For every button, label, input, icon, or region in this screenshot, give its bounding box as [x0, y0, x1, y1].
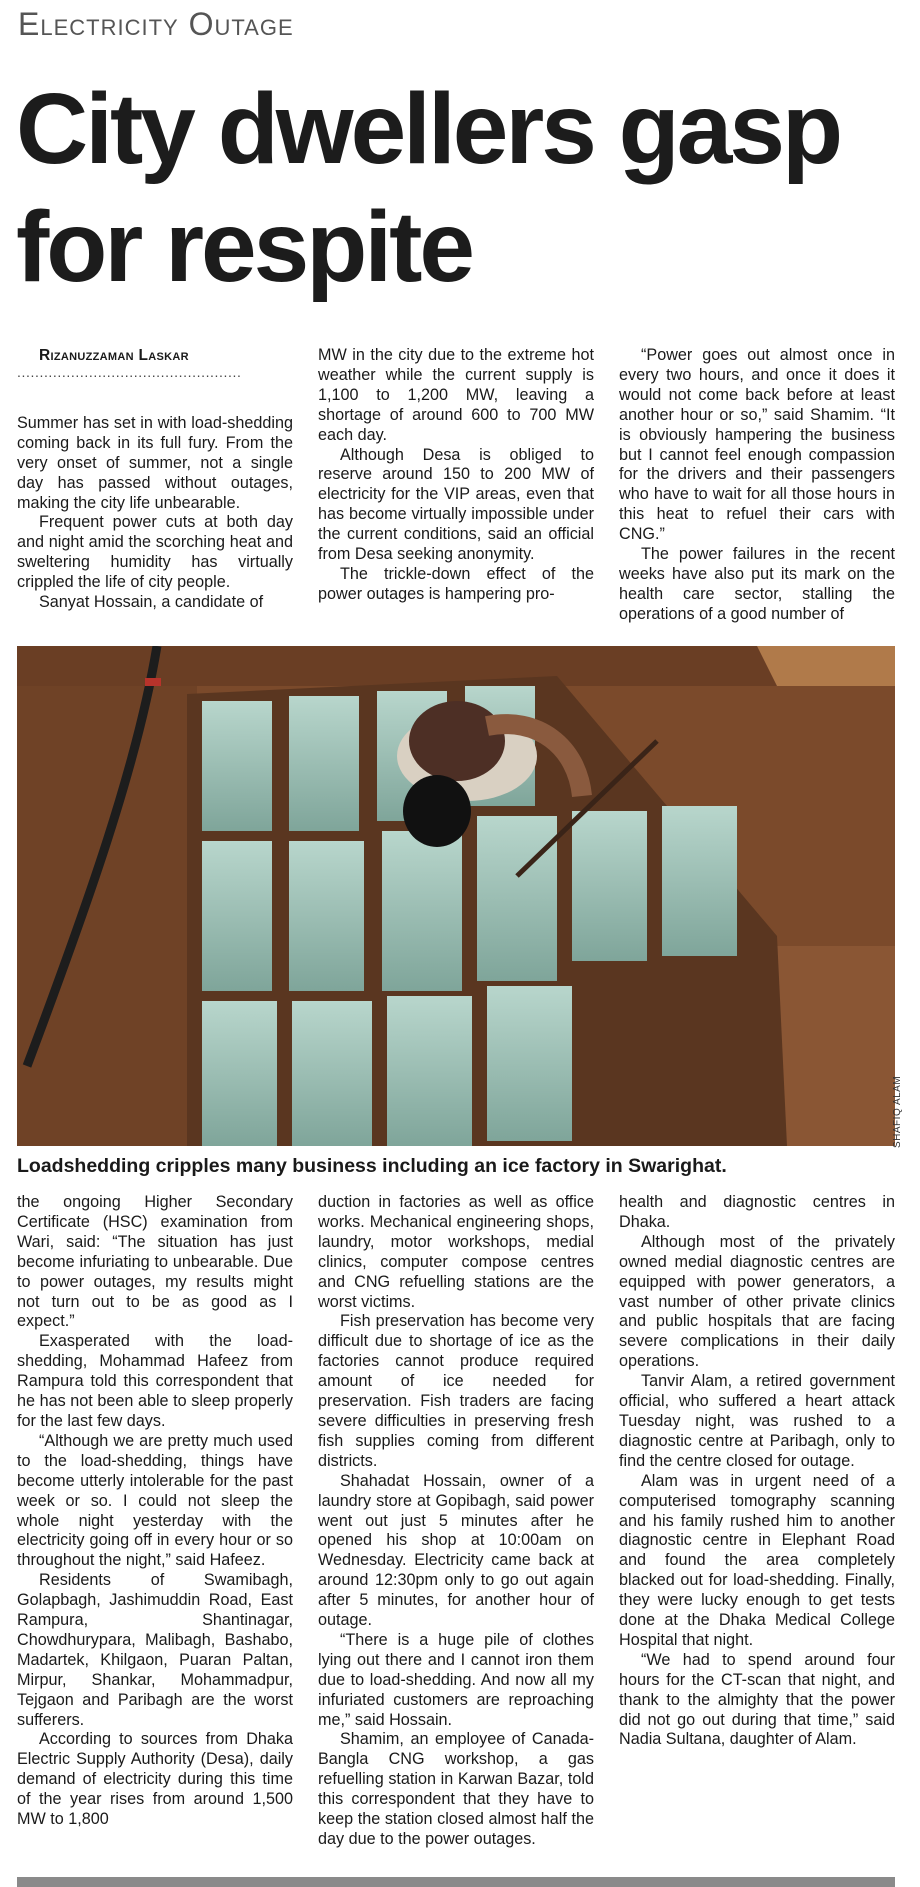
paragraph: The power failures in the recent weeks have also put its mark on the health care sector, stalling the operations of a good number of: [619, 545, 895, 623]
paragraph: Residents of Swamibagh, Golapbagh, Jashimuddin Road, East Rampura, Shantinagar, Chowdhurypara, Malibagh, Bashabo, Madartek, Khilgaon, Puaran Paltan, Mirpur, Shankar, Mohammadpur, Tejgaon and Paribagh are the worst sufferers.: [17, 1571, 293, 1729]
ice-factory-photo-illustration: [17, 646, 895, 1146]
paragraph: “There is a huge pile of clothes lying out there and I cannot iron them due to load-shedding. And now all my infuriated customers are reproaching me,” said Hossain.: [318, 1630, 594, 1729]
paragraph: Exasperated with the load-shedding, Mohammad Hafeez from Rampura told this correspondent that he has not been able to sleep properly for the last few days.: [17, 1332, 293, 1430]
paragraph: Frequent power cuts at both day and night amid the scorching heat and sweltering humidity has virtually crippled the life of city people.: [17, 513, 293, 592]
section-kicker: Electricity Outage: [18, 6, 294, 42]
byline-rule: ..................................................: [17, 365, 242, 380]
photo-caption: Loadshedding cripples many business including an ice factory in Swarighat.: [17, 1155, 727, 1177]
paragraph: Fish preservation has become very difficult due to shortage of ice as the factories cannot produce required amount of ice needed for preservation. Fish traders are facing severe difficulties in preserving fresh fish supplies coming from different districts.: [318, 1312, 594, 1470]
paragraph: Alam was in urgent need of a computerised tomography scanning and his family rushed him to another diagnostic centre in Elephant Road and found the area completely blacked out for load-shedding. Finally, they were lucky enough to get tests done at the Dhaka Medical College Hospital that night.: [619, 1471, 895, 1649]
paragraph: the ongoing Higher Secondary Certificate (HSC) examination from Wari, said: “The situation has just become infuriating to unbearable. Due to power outages, my results might not turn out to be as good as I expect.”: [17, 1193, 293, 1331]
paragraph: duction in factories as well as office works. Mechanical engineering shops, laundry, motor workshops, medial clinics, computer compose centres and CNG refuelling stations are the worst victims.: [318, 1193, 594, 1311]
paragraph: Shamim, an employee of Canada-Bangla CNG workshop, a gas refuelling station in Karwan Bazar, told this correspondent that they have to keep the station closed almost half the day due to the power outages.: [318, 1730, 594, 1848]
paragraph: Tanvir Alam, a retired government official, who suffered a heart attack Tuesday night, was rushed to a diagnostic centre at Paribagh, only to find the centre closed for outage.: [619, 1372, 895, 1470]
top-column-1: [17, 346, 293, 613]
byline: Rizanuzzaman Laskar: [39, 347, 189, 364]
headline: City dwellers gasp for respite: [16, 73, 841, 303]
bottom-column-3: [619, 1193, 895, 1750]
paragraph: “Although we are pretty much used to the load-shedding, things have become utterly intolerable for the past week or so. I could not sleep the whole night yesterday with the electricity going off in every hour or so throughout the night,” said Hafeez.: [17, 1431, 293, 1570]
footer-rule: [17, 1877, 895, 1887]
paragraph: Although most of the privately owned medial diagnostic centres are equipped with power generators, a vast number of other private clinics and public hospitals that are facing severe complications in their daily operations.: [619, 1232, 895, 1371]
photo-credit: SHAFIQ ALAM: [892, 1075, 903, 1148]
paragraph: The trickle-down effect of the power outages is hampering pro-: [318, 564, 594, 603]
top-column-2: [318, 346, 594, 605]
article-photo: [17, 646, 895, 1146]
paragraph: Summer has set in with load-shedding coming back in its full fury. From the very onset of summer, not a single day has passed without outages, making the city life unbearable.: [17, 413, 293, 512]
bottom-column-1: [17, 1193, 293, 1830]
top-column-3: [619, 346, 895, 625]
paragraph: health and diagnostic centres in Dhaka.: [619, 1193, 895, 1231]
paragraph: MW in the city due to the extreme hot weather while the current supply is 1,100 to 1,200 MW, leaving a shortage of around 600 to 700 MW each day.: [318, 346, 594, 444]
paragraph: According to sources from Dhaka Electric Supply Authority (Desa), daily demand of electricity during this time of the year rises from around 1,500 MW to 1,800: [17, 1730, 293, 1829]
paragraph: Shahadat Hossain, owner of a laundry store at Gopibagh, said power went out just 5 minutes after he opened his shop at 10:00am on Wednesday. Electricity came back at around 12:30pm only to go out again after 5 minutes, for another hour of outage.: [318, 1471, 594, 1630]
paragraph: “Power goes out almost once in every two hours, and once it does it would not come back before at least another hour or so,” said Shamim. “It is obviously hampering the business but I cannot feel enough compassion for the drivers and their passengers who have to wait for all those hours in this heat to refuel their cars with CNG.”: [619, 346, 895, 544]
paragraph: Sanyat Hossain, a candidate of: [39, 593, 264, 612]
paragraph: “We had to spend around four hours for the CT-scan that night, and thank to the almighty that the power did not go out during that time,” said Nadia Sultana, daughter of Alam.: [619, 1650, 895, 1749]
bottom-column-2: [318, 1193, 594, 1850]
paragraph: Although Desa is obliged to reserve around 150 to 200 MW of electricity for the VIP areas, even that has become virtually impossible under the current conditions, said an official from Desa seeking anonymity.: [318, 445, 594, 564]
